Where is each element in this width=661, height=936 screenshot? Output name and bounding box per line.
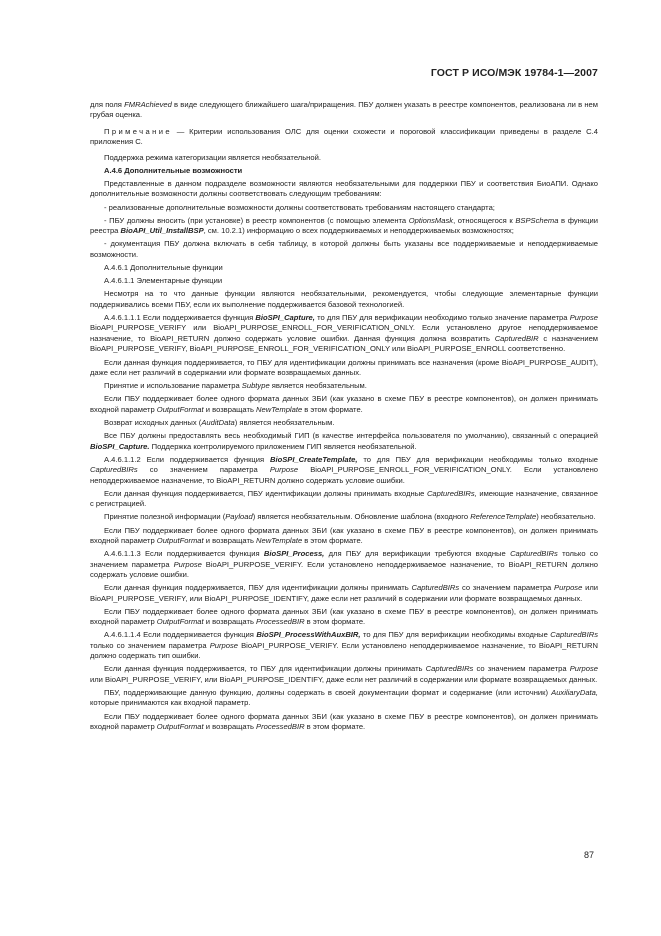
paragraph: Несмотря на то что данные функции являются необязательными, рекомендуется, чтобы следующие элементарные функции поддерживались всеми ПБУ, если их выполнение поддерживается базовой технологией.: [90, 289, 598, 309]
paragraph: Принятие полезной информации (Payload) является необязательным. Обновление шаблона (входного ReferenceTemplate) необязательно.: [104, 512, 596, 522]
paragraph: Представленные в данном подразделе возможности являются необязательными для поддержки ПБУ и соответствия БиоАПИ. Однако дополнительные возможности должны соответствовать следующим требованиям:: [90, 179, 598, 199]
paragraph: Если ПБУ поддерживает более одного формата данных ЗБИ (как указано в схеме ПБУ в реестре компонентов), он должен принимать входной параметр OutputFormat и возвращать ProcessedBIR в этом формате.: [90, 606, 598, 627]
paragraph: Если ПБУ поддерживает более одного формата данных ЗБИ (как указано в схеме ПБУ в реестре компонентов), он должен принимать входной параметр OutputFormat и возвращать ProcessedBIR в этом формате.: [90, 711, 598, 732]
paragraph: - реализованные дополнительные возможности должны соответствовать требованиям настоящего стандарта;: [104, 202, 495, 212]
paragraph: Если данная функция поддерживается, то ПБУ для идентификации должны принимать CapturedBIRs со значением параметра Purpose или BioAPI_PURPOSE_VERIFY, или BioAPI_PURPOSE_IDENTIFY, даже если нет различий в содержании или формате возвращаемых данных.: [90, 664, 599, 684]
paragraph: А.4.6 Дополнительные возможности: [104, 165, 243, 175]
paragraph: Если данная функция поддерживается, ПБУ идентификации должны принимать входные CapturedBIRs, имеющие назначение, связанное с регистрацией.: [90, 488, 598, 509]
page-header: ГОСТ Р ИСО/МЭК 19784-1—2007: [430, 67, 598, 79]
paragraph: Если данная функция поддерживается, ПБУ для идентификации должны принимать CapturedBIRs со значением параметра Purpose или BioAPI_PURPOSE_VERIFY, или BioAPI_PURPOSE_IDENTIFY, даже если нет различий в содержании или формате возвращаемых данных.: [90, 583, 599, 603]
paragraph: - документация ПБУ должна включать в себя таблицу, в которой должны быть указаны все поддерживаемые и неподдерживаемые возможности.: [90, 239, 598, 259]
paragraph: А.4.6.1.1.3 Если поддерживается функция BioSPI_Process, для ПБУ для верификации требуются входные CapturedBIRs только со значением параметра Purpose BioAPI_PURPOSE_VERIFY. Если установлено неподдерживаемое назначение, то BioAPI_RETURN должно содержать условие ошибки.: [90, 549, 598, 579]
paragraph: А.4.6.1 Дополнительные функции: [104, 263, 223, 273]
paragraph: А.4.6.1.1.1 Если поддерживается функция BioSPI_Capture, то для ПБУ для верификации необходимо только значение параметра Purpose BioAPI_PURPOSE_VERIFY или BioAPI_PURPOSE_ENROLL_FOR_VERIFICATION_ONLY. Если установлено другое неподдерживаемое назначение, то BioAPI_RETURN должно содержать условие ошибки. Данная функция должна возвратить CapturedBIR с назначением BioAPI_PURPOSE_VERIFY, BioAPI_PURPOSE_ENROLL_FOR_VERIFICATION_ONLY или BioAPI_PURPOSE_ENROLL соответственно.: [90, 313, 599, 354]
page-number: 87: [584, 850, 595, 860]
paragraph: Примечание — Критерии использования ОЛС для оценки схожести и пороговой классификации приведены в разделе С.4 приложения С.: [90, 126, 598, 147]
paragraph: А.4.6.1.1 Элементарные функции: [104, 276, 223, 286]
paragraph: Возврат исходных данных (AuditData) является необязательным.: [104, 417, 335, 427]
paragraph: Если ПБУ поддерживает более одного формата данных ЗБИ (как указано в схеме ПБУ в реестре компонентов), он должен принимать входной параметр OutputFormat и возвращать NewTemplate в этом формате.: [90, 525, 598, 545]
paragraph: Все ПБУ должны предоставлять весь необходимый ГИП (в качестве интерфейса пользователя по умолчанию), связанный с операцией BioSPI_Capture. Поддержка контролируемого приложением ГИП является необязательной.: [90, 431, 598, 451]
paragraph: Поддержка режима категоризации является необязательной.: [104, 152, 321, 162]
paragraph: Если данная функция поддерживается, то ПБУ для идентификации должны принимать все назначения (кроме BioAPI_PURPOSE_AUDIT), даже если нет различий в содержании или формате возвращаемых данных.: [90, 357, 598, 377]
paragraph: А.4.6.1.1.4 Если поддерживается функция BioSPI_ProcessWithAuxBIR, то для ПБУ для верификации необходимы входные CapturedBIRs только со значением параметра Purpose BioAPI_PURPOSE_VERIFY. Если установлено неподдерживаемое назначение, то BioAPI_RETURN должно содержать тип ошибки.: [90, 630, 599, 661]
paragraph: Принятие и использование параметра Subtype является необязательным.: [104, 381, 367, 391]
paragraph: Если ПБУ поддерживает более одного формата данных ЗБИ (как указано в схеме ПБУ в реестре компонентов), он должен принимать входной параметр OutputFormat и возвращать NewTemplate в этом формате.: [90, 394, 598, 414]
paragraph: - ПБУ должны вносить (при установке) в реестр компонентов (с помощью элемента OptionsMask, относящегося к BSPSchema в функции реестра BioAPI_Util_InstallBSP, см. 10.2.1) информацию о всех поддерживаемых и неподдерживаемых возможностях;: [90, 215, 599, 236]
paragraph: для поля FMRAchieved в виде следующего ближайшего шага/приращения. ПБУ должен указать в реестре компонентов, реализована ли в нем грубая оценка.: [90, 100, 599, 120]
paragraph: А.4.6.1.1.2 Если поддерживается функция BioSPI_CreateTemplate, то для ПБУ для верификации необходимы только входные CapturedBIRs со значением параметра Purpose BioAPI_PURPOSE_ENROLL_FOR_VERIFICATION_ONLY. Если установлено неподдерживаемое назначение, то BioAPI_RETURN должно содержать условие ошибки.: [90, 454, 598, 485]
paragraph: ПБУ, поддерживающие данную функцию, должны содержать в своей документации формат и содержание (или источник) AuxiliaryData, которые принимаются как входной параметр.: [90, 688, 598, 708]
document-body: [90, 100, 598, 735]
